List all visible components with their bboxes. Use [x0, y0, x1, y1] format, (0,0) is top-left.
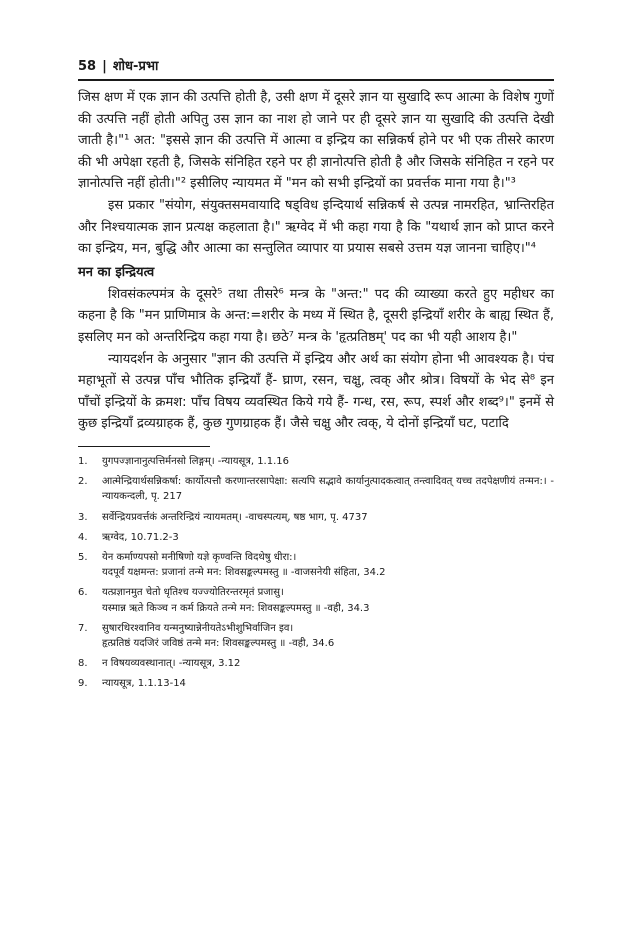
footnote-text: [102, 550, 554, 580]
body-text: [78, 87, 554, 435]
document-page: [78, 56, 554, 697]
footnote-text: [102, 454, 554, 469]
paragraph: न्यायदर्शन के अनुसार "ज्ञान की उत्पत्ति में इन्द्रिय और अर्थ का संयोग होना भी आवश्यक है। पंच महाभूतों से उत्पन्न पाँच भौतिक इन्द्रियाँ हैं- घ्राण, रसन, चक्षु, त्वक् और श्रोत्र। विषयों के भेद से⁸ इन पाँचों इन्द्रियों के क्रमश: पाँच विषय व्यवस्थित किये गये हैं- गन्ध, रस, रूप, स्पर्श और शब्द⁹।" इनमें से कुछ इन्द्रियाँ द्रव्यग्राहक हैं, कुछ गुणग्राहक हैं। जैसे चक्षु और त्वक्, ये दोनों इन्द्रियाँ घट, पटादि: [78, 351, 554, 432]
section-heading: मन का इन्द्रियत्व: [78, 264, 155, 280]
footnote-line: येन कर्माण्यपसो मनीषिणो यज्ञे कृण्वन्ति विदथेषु धीरा:।: [102, 551, 297, 563]
footnote-number: 2.: [78, 476, 88, 488]
footnote: [78, 585, 554, 615]
paragraph: जिस क्षण में एक ज्ञान की उत्पत्ति होती है, उसी क्षण में दूसरे ज्ञान या सुखादि रूप आत्मा के विशेष गुणों की उत्पत्ति नहीं होती अपितु उस ज्ञान का नाश हो जाने पर ही दूसरे ज्ञान या सुखादि की उत्पत्ति देखी जाती है।"¹ अत: "इससे ज्ञान की उत्पत्ति में आत्मा व इन्द्रिय का सन्निकर्ष होने पर भी एक तीसरे कारण की भी अपेक्षा रहती है, जिसके संनिहित रहने पर ही ज्ञानोत्पत्ति होती है और जिसके संनिहित न रहने पर ज्ञानोत्पत्ति नहीं होती।"² इसीलिए न्यायमत में "मन को सभी इन्द्रियों का प्रवर्त्तक माना गया है।"³: [78, 90, 554, 192]
header-rule: [78, 79, 554, 81]
footnote-number: 4.: [78, 531, 88, 543]
footnote-number: 5.: [78, 551, 88, 563]
footnote-line: न्यायसूत्र, 1.1.13-14: [102, 678, 186, 690]
footnotes: [78, 454, 554, 692]
footnote-text: [102, 676, 554, 691]
footnote: [78, 621, 554, 651]
footnote-line: सर्वेन्द्रियप्रवर्त्तकं अन्तरिन्द्रियं न्यायमतम्। -वाचस्पत्यम्, षष्ठ भाग, पृ. 4737: [102, 511, 368, 523]
footnote-number: 9.: [78, 678, 88, 690]
footnote-number: 7.: [78, 622, 88, 634]
footnote-number: 6.: [78, 587, 88, 599]
footnote: [78, 510, 554, 525]
footnote-line: यदपूर्वं यक्षमन्त: प्रजानां तन्मे मन: शिवसङ्कल्पमस्तु ॥ -वाजसनेयी संहिता, 34.2: [102, 567, 386, 579]
header-separator: |: [102, 59, 107, 74]
footnote-line: हृत्प्रतिष्ठं यदजिरं जविष्ठं तन्मे मन: शिवसङ्कल्पमस्तु ॥ -वही, 34.6: [102, 637, 335, 649]
page-header: [78, 56, 554, 79]
footnote-line: यस्मान्न ऋते किञ्च न कर्म क्रियते तन्मे मन: शिवसङ्कल्पमस्तु ॥ -वही, 34.3: [102, 602, 370, 614]
footnote-text: [102, 510, 554, 525]
footnote: [78, 656, 554, 671]
footnote-line: न विषयव्यवस्थानात्। -न्यायसूत्र, 3.12: [102, 658, 241, 670]
footnote-text: [102, 474, 554, 504]
footnote-text: [102, 585, 554, 615]
footnote: [78, 530, 554, 545]
paragraph: इस प्रकार "संयोग, संयुक्तसमवायादि षड्विध इन्दियार्थ सन्निकर्ष से उत्पन्न नामरहित, भ्रान्तिरहित और निश्चयात्मक ज्ञान प्रत्यक्ष कहलाता है।" ऋग्वेद में भी कहा गया है कि "यथार्थ ज्ञान को प्राप्त करने का इन्द्रिय, मन, बुद्धि और आत्मा का सन्तुलित व्यापार या प्रयास सबसे उत्तम यज्ञ जानना चाहिए।"⁴: [78, 197, 554, 257]
paragraph: शिवसंकल्पमंत्र के दूसरे⁵ तथा तीसरे⁶ मन्त्र के "अन्त:" पद की व्याख्या करते हुए महीधर का कहना है कि "मन प्राणिमात्र के अन्त:=शरीर के मध्य में स्थित है, दूसरी इन्द्रियाँ शरीर के बाह्य स्थित हैं, इसलिए मन को अन्तरिन्द्रिय कहा गया है। छठे⁷ मन्त्र के 'हृत्प्रतिष्ठम्' पद का भी यही आशय है।": [78, 286, 554, 345]
footnote-line: युगपज्ज्ञानानुत्पत्तिर्मनसो लिङ्गम्। -न्यायसूत्र, 1.1.16: [102, 455, 289, 467]
journal-title: शोध-प्रभा: [112, 59, 159, 74]
footnote-line: यत्प्रज्ञानमुत चेतो धृतिश्च यज्ज्योतिरन्तरमृतं प्रजासु।: [102, 587, 284, 599]
footnote-line: ऋग्वेद, 10.71.2-3: [102, 531, 179, 543]
footnote: [78, 474, 554, 504]
footnote-number: 1.: [78, 455, 88, 467]
footnote: [78, 454, 554, 469]
footnote-rule: [78, 446, 210, 447]
page-number: 58: [78, 59, 97, 74]
footnote: [78, 550, 554, 580]
footnote-line: आत्मेन्द्रियार्थसन्निकर्षा: कार्योत्पत्तौ करणान्तरसापेक्षा: सत्यपि सद्भावे कार्यानुत्पादकत्वात् तन्त्वादिवत् यच्च तदपेक्षणीयं तन्मन:। - न्यायकन्दली, पृ. 217: [102, 476, 554, 503]
footnote-text: [102, 530, 554, 545]
footnote-text: [102, 656, 554, 671]
footnote-number: 3.: [78, 511, 88, 523]
footnote-number: 8.: [78, 658, 88, 670]
footnote: [78, 676, 554, 691]
footnote-text: [102, 621, 554, 651]
footnote-line: सुषारथिरश्वानिव यन्मनुष्यान्नेनीयतेऽभीशुभिर्वाजिन इव।: [102, 622, 294, 634]
